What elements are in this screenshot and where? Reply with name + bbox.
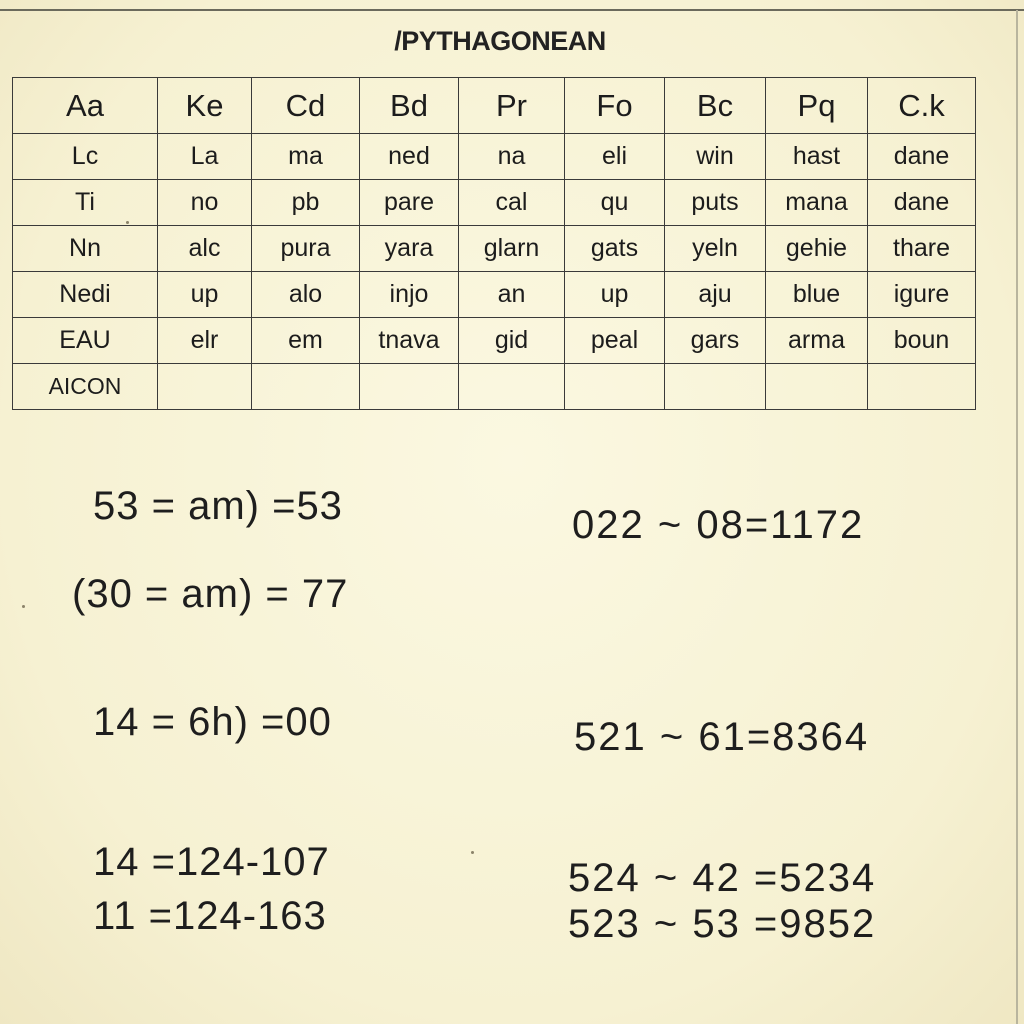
equation-left: 11 =124-163 [93, 894, 327, 938]
table-cell: na [459, 134, 565, 180]
equation-left: 14 = 6h) =00 [93, 700, 332, 744]
table-cell [665, 364, 766, 410]
table-cell: boun [868, 318, 976, 364]
header-cell: Bd [360, 78, 459, 134]
table-row [13, 318, 976, 364]
table-cell: igure [868, 272, 976, 318]
table-cell: yeln [665, 226, 766, 272]
table-cell: yara [360, 226, 459, 272]
row-label-cell: AICON [13, 364, 158, 410]
table-cell: dane [868, 134, 976, 180]
equation-right: 523 ~ 53 =9852 [568, 902, 877, 946]
table-cell [360, 364, 459, 410]
table-cell [565, 364, 665, 410]
header-cell: Bc [665, 78, 766, 134]
table-row [13, 134, 976, 180]
table-cell: glarn [459, 226, 565, 272]
table-row [13, 364, 976, 410]
table-cell: em [252, 318, 360, 364]
header-cell: Pq [766, 78, 868, 134]
table-cell: pare [360, 180, 459, 226]
letter-grid-table [12, 77, 976, 410]
table-cell: no [158, 180, 252, 226]
equation-left: 14 =124-107 [93, 840, 330, 884]
table-cell: up [565, 272, 665, 318]
header-cell: Fo [565, 78, 665, 134]
page-top-edge [0, 9, 1024, 11]
table-cell: gats [565, 226, 665, 272]
table-cell: dane [868, 180, 976, 226]
table-cell: peal [565, 318, 665, 364]
table-cell: eli [565, 134, 665, 180]
table-cell [252, 364, 360, 410]
table-cell: win [665, 134, 766, 180]
paper-speck [471, 851, 474, 854]
table-cell: alo [252, 272, 360, 318]
table-cell: injo [360, 272, 459, 318]
equation-right: 521 ~ 61=8364 [574, 715, 870, 759]
header-cell: Cd [252, 78, 360, 134]
page-right-edge [1016, 10, 1018, 1024]
table-cell [459, 364, 565, 410]
equation-right: 022 ~ 08=1172 [572, 503, 865, 547]
equation-left: 53 = am) =53 [93, 484, 343, 528]
table-cell: La [158, 134, 252, 180]
table-cell: gehie [766, 226, 868, 272]
header-cell: Ke [158, 78, 252, 134]
table-row [13, 272, 976, 318]
paper-speck [22, 605, 25, 608]
table-cell: gid [459, 318, 565, 364]
table-cell: alc [158, 226, 252, 272]
table-cell: aju [665, 272, 766, 318]
header-cell: Pr [459, 78, 565, 134]
table-row [13, 226, 976, 272]
table-row [13, 180, 976, 226]
row-label-cell: Ti [13, 180, 158, 226]
paper-speck [126, 221, 129, 224]
table-cell: hast [766, 134, 868, 180]
table-cell: qu [565, 180, 665, 226]
table-cell: mana [766, 180, 868, 226]
table-cell: blue [766, 272, 868, 318]
table-cell: an [459, 272, 565, 318]
table-cell [158, 364, 252, 410]
table-cell: thare [868, 226, 976, 272]
header-cell: Aa [13, 78, 158, 134]
row-label-cell: Nedi [13, 272, 158, 318]
table-cell: up [158, 272, 252, 318]
table-cell: puts [665, 180, 766, 226]
table-cell: tnava [360, 318, 459, 364]
table-cell: pb [252, 180, 360, 226]
table-cell: elr [158, 318, 252, 364]
header-cell: C.k [868, 78, 976, 134]
table-cell: ma [252, 134, 360, 180]
table-cell: ned [360, 134, 459, 180]
row-label-cell: EAU [13, 318, 158, 364]
table-cell: gars [665, 318, 766, 364]
table-cell: pura [252, 226, 360, 272]
row-label-cell: Lc [13, 134, 158, 180]
equation-right: 524 ~ 42 =5234 [568, 856, 877, 900]
page-title: /PYTHAGONEAN [394, 26, 606, 56]
row-label-cell: Nn [13, 226, 158, 272]
equation-left: (30 = am) = 77 [72, 572, 349, 616]
table-cell [766, 364, 868, 410]
table-cell [868, 364, 976, 410]
table-cell: cal [459, 180, 565, 226]
table-cell: arma [766, 318, 868, 364]
table-header-row [13, 78, 976, 134]
